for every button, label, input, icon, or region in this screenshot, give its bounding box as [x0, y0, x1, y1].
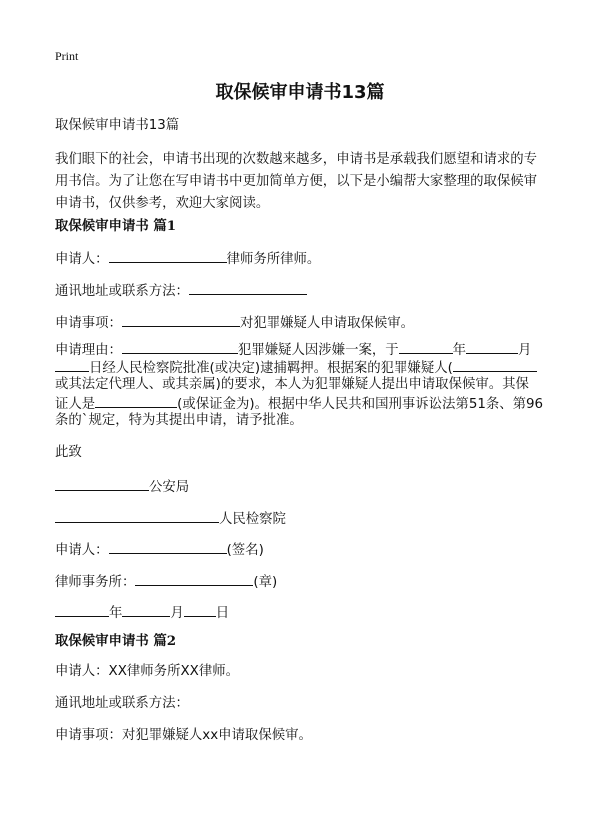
reason-line: 条的`规定，特为其提出申请，请予批准。: [55, 413, 303, 428]
text: 月: [170, 606, 184, 621]
blank-field: [453, 359, 537, 372]
section-heading-2: 取保候审申请书 篇2: [55, 633, 177, 649]
blank-field: [55, 604, 109, 617]
reason-line: [55, 341, 531, 359]
text: 公安局: [149, 480, 190, 495]
applicant-line-2: 申请人：XX律师务所XX律师。: [55, 664, 239, 679]
date-line: [55, 604, 229, 622]
intro-line: 我们眼下的社会，申请书出现的次数越来越多，申请书是承载我们愿望和请求的专: [55, 152, 538, 167]
text: 年: [452, 343, 467, 358]
text: 对犯罪嫌疑人申请取保候审。: [239, 316, 415, 331]
section-heading-1: 取保候审申请书 篇1: [55, 218, 177, 234]
intro-line: 用书信。为了让您在写申请书中更加简单方便，以下是小编帮大家整理的取保候审: [55, 174, 538, 189]
procuratorate-line: [55, 510, 286, 528]
text: 日经人民检察院批准(或决定)逮捕羁押。根据案的犯罪嫌疑人(: [89, 361, 453, 376]
contact-line-2: 通讯地址或联系方法：: [55, 696, 189, 711]
blank-field: [122, 341, 238, 354]
text: (或保证金为)。根据中华人民共和国刑事诉讼法第51条、第96: [177, 397, 544, 412]
label: 申请事项：: [55, 316, 122, 331]
blank-field: [55, 478, 149, 491]
label: 申请理由：: [55, 343, 122, 358]
reason-line: [55, 359, 537, 377]
text: 年: [109, 606, 123, 621]
label: 通讯地址或联系方法：: [55, 284, 189, 299]
signature-line: [55, 541, 264, 559]
cizhi: 此致: [55, 445, 82, 460]
text: 律师务所律师。: [226, 252, 321, 267]
text: 人民检察院: [219, 512, 286, 527]
blank-field: [122, 314, 240, 327]
contact-line: [55, 282, 307, 300]
blank-field: [189, 282, 307, 295]
print-link[interactable]: Print: [55, 49, 79, 63]
text: (签名): [226, 543, 264, 558]
text: 月: [518, 343, 532, 358]
matter-line-2: 申请事项：对犯罪嫌疑人xx申请取保候审。: [55, 728, 312, 743]
blank-field: [109, 541, 227, 554]
text: 犯罪嫌疑人因涉嫌一案，于: [237, 343, 399, 358]
page-title: 取保候审申请书13篇: [215, 82, 385, 103]
police-line: [55, 478, 189, 496]
label: 申请人：: [55, 543, 109, 558]
text: 证人是: [55, 397, 96, 412]
blank-field: [399, 341, 453, 354]
label: 申请人：: [55, 252, 109, 267]
blank-field: [122, 604, 170, 617]
blank-field: [55, 359, 89, 372]
blank-field: [135, 573, 253, 586]
applicant-line: [55, 250, 320, 268]
reason-line: 或其法定代理人、或其亲属)的要求，本人为犯罪嫌疑人提出申请取保候审。其保: [55, 377, 529, 392]
blank-field: [55, 510, 219, 523]
text: (章): [253, 575, 278, 590]
reason-line: [55, 395, 543, 413]
subtitle: 取保候审申请书13篇: [55, 118, 180, 133]
blank-field: [109, 250, 227, 263]
matter-line: [55, 314, 414, 332]
intro-line: 申请书，仅供参考，欢迎大家阅读。: [55, 196, 270, 211]
blank-field: [466, 341, 518, 354]
text: 日: [215, 606, 230, 621]
firm-line: [55, 573, 277, 591]
blank-field: [184, 604, 216, 617]
blank-field: [95, 395, 177, 408]
label: 律师事务所：: [55, 575, 136, 590]
